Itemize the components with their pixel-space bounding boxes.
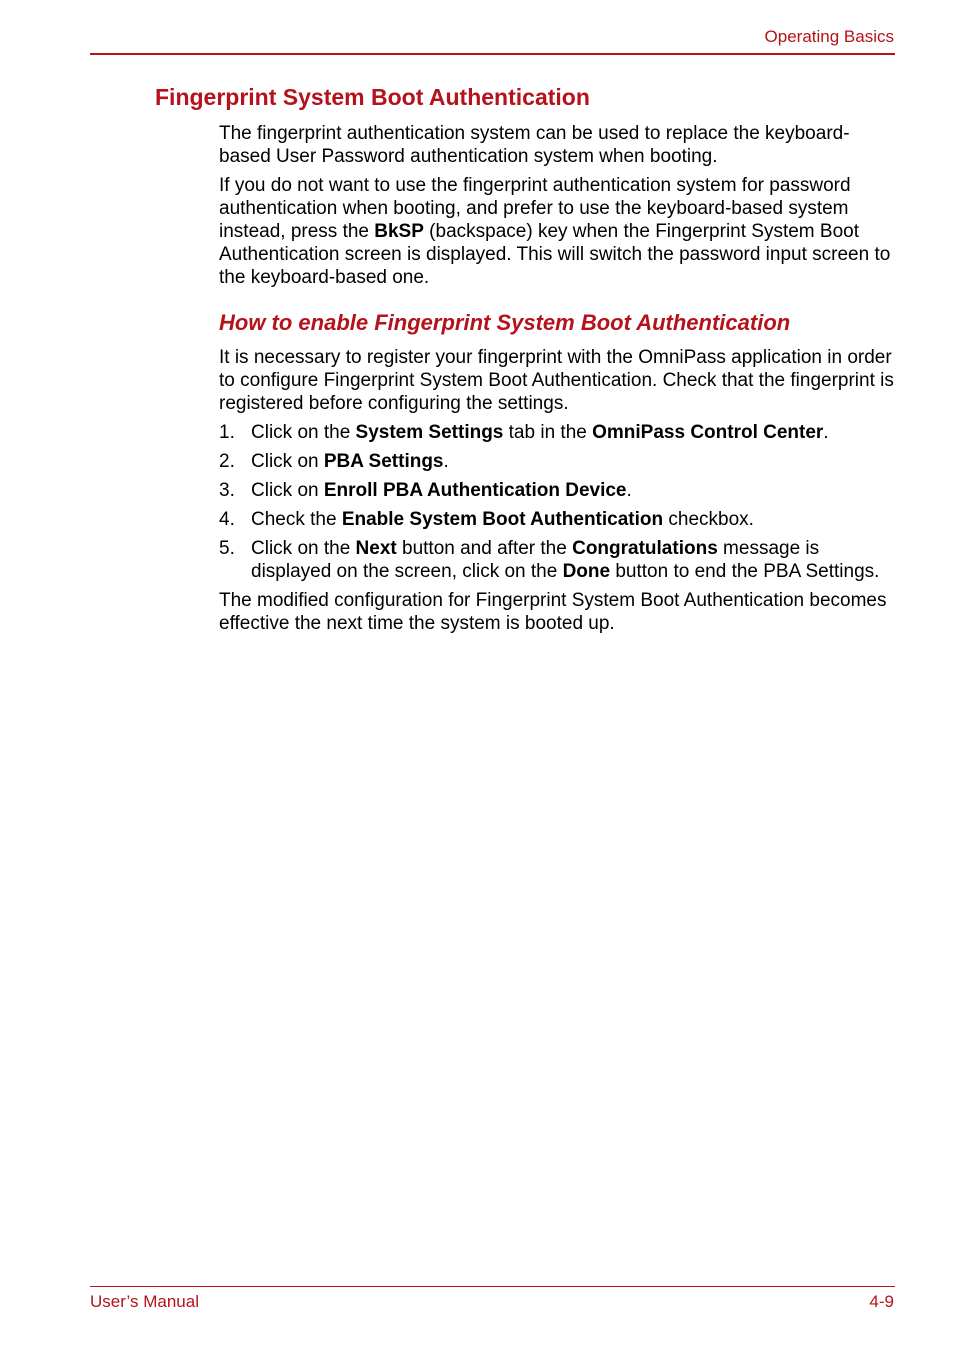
list-item: [219, 479, 899, 502]
step-text: Check the: [251, 509, 342, 530]
intro-p2-key: BkSP: [374, 221, 424, 242]
step-number: 3.: [219, 480, 235, 501]
step-text: button and after the: [396, 538, 573, 559]
step-number: 4.: [219, 509, 235, 530]
intro-p2-before: If you do not want to use the fingerprint authentication system for password authentication when booting, and prefer to use the keyboard-based system instead, press the: [219, 175, 851, 242]
page-body: [219, 122, 899, 641]
step-bold-term: OmniPass Control Center: [592, 422, 824, 443]
subsection-intro: It is necessary to register your fingerprint with the OmniPass application in order to configure Fingerprint System Boot Authentication. Check that the fingerprint is registered before configuring the settings.: [219, 347, 894, 414]
step-text: button to end the PBA Settings.: [610, 561, 880, 582]
step-text: .: [823, 422, 829, 443]
step-bold-term: System Settings: [355, 422, 504, 443]
step-text: .: [626, 480, 632, 501]
footer-rule: [90, 1286, 895, 1287]
header-rule: [90, 53, 895, 55]
intro-paragraph-1: The fingerprint authentication system can be used to replace the keyboard-based User Password authentication system when booting.: [219, 123, 850, 167]
header-section-name: Operating Basics: [764, 27, 894, 46]
intro-p2-after: (backspace) key when the Fingerprint System Boot Authentication screen is displayed. This will switch the password input screen to the keyboard-based one.: [219, 221, 891, 288]
step-text: tab in the: [503, 422, 593, 443]
step-text: checkbox.: [663, 509, 754, 530]
subsection-title: How to enable Fingerprint System Boot Authentication: [219, 310, 791, 335]
section-title: Fingerprint System Boot Authentication: [155, 84, 590, 110]
step-bold-term: Next: [355, 538, 397, 559]
list-item: [219, 537, 899, 583]
step-text: message is displayed on the screen, click on the: [251, 538, 820, 582]
list-item: [219, 450, 899, 473]
intro-paragraph-2: [219, 174, 899, 289]
page-number: 4-9: [869, 1292, 894, 1311]
step-text: Click on the: [251, 422, 356, 443]
step-text: .: [443, 451, 449, 472]
step-number: 1.: [219, 422, 235, 443]
step-bold-term: Done: [562, 561, 611, 582]
step-text: Click on: [251, 480, 324, 501]
step-bold-term: Enable System Boot Authentication: [341, 509, 664, 530]
step-bold-term: Congratulations: [572, 538, 718, 559]
step-text: Click on the: [251, 538, 356, 559]
list-item: [219, 508, 899, 531]
step-text: Click on: [251, 451, 324, 472]
step-bold-term: Enroll PBA Authentication Device: [323, 480, 627, 501]
footer-manual-title: User’s Manual: [90, 1292, 199, 1311]
step-number: 2.: [219, 451, 235, 472]
step-number: 5.: [219, 538, 235, 559]
step-bold-term: PBA Settings: [323, 451, 444, 472]
steps-list: [219, 421, 899, 583]
list-item: [219, 421, 899, 444]
closing-paragraph: The modified configuration for Fingerprint System Boot Authentication becomes effective the next time the system is booted up.: [219, 590, 887, 634]
